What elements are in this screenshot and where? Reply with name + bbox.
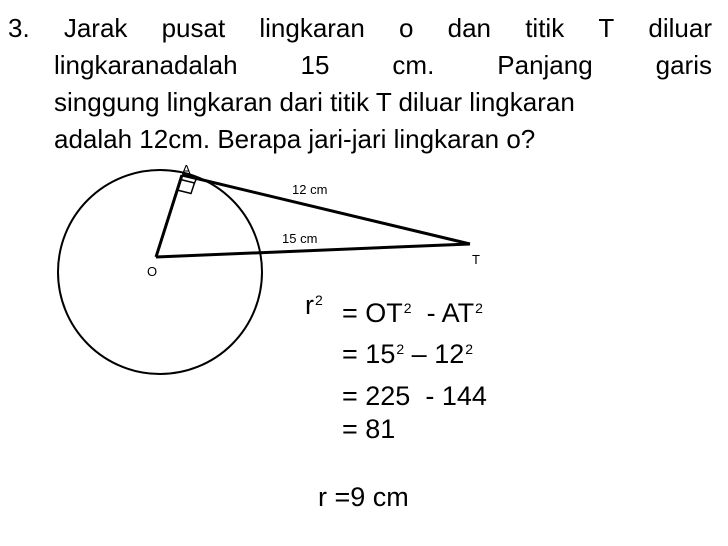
AT-length-label: 12 cm [292, 182, 328, 197]
equation-step-3: = 225 - 144 [342, 381, 487, 411]
circle-o [58, 170, 262, 374]
equation-step-4: = 81 [342, 414, 396, 444]
question-line-2: lingkaranadalah 15 cm. Panjang garis [54, 50, 712, 80]
question-number: 3. [8, 13, 30, 43]
radius-OA [156, 175, 182, 257]
question-line-3: singgung lingkaran dari titik T diluar lingkaran [54, 87, 575, 117]
OT-length-label: 15 cm [282, 231, 318, 246]
point-O-label: O [147, 264, 158, 279]
point-T-label: T [472, 252, 480, 267]
question-line-4: adalah 12cm. Berapa jari-jari lingkaran o? [54, 124, 536, 154]
question-line-1: 3. Jarak pusat lingkaran o dan titik T diluar [8, 10, 712, 47]
equation-step-2: = $15^2 - 12^2$ [342, 339, 474, 369]
equation-step-1: = $OT^2 - AT^2$ [342, 298, 483, 328]
point-A-label: A [182, 162, 191, 177]
r-squared-label: $r^2$ [305, 290, 323, 320]
final-answer: r =9 cm [318, 482, 409, 512]
